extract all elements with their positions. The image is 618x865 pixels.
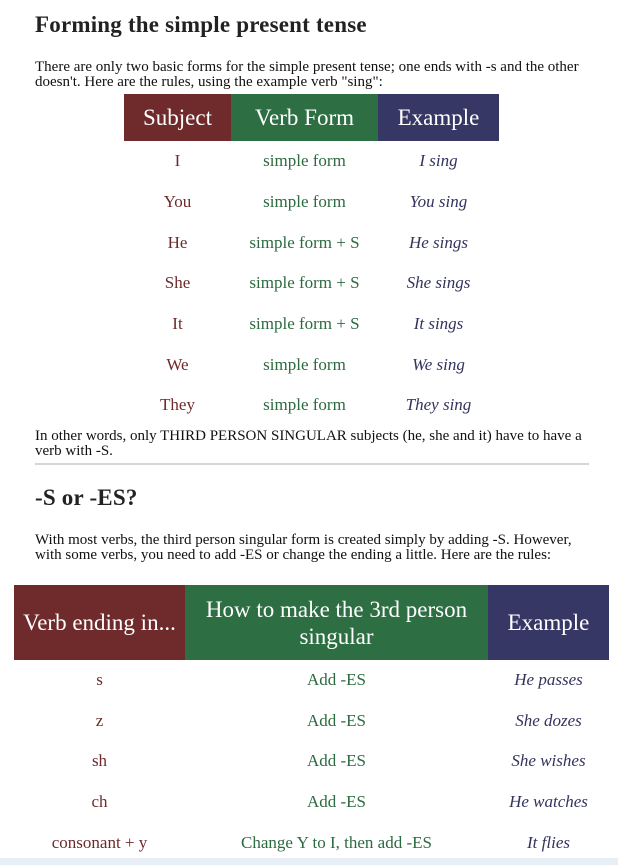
subject-cell: I <box>174 151 181 171</box>
rule-cell: Add -ES <box>306 710 367 730</box>
rule-cell: Change Y to I, then add -ES <box>241 832 432 852</box>
section2-intro: With most verbs, the third person singular form is created simply by adding -S. However, with some verbs, you need to add -ES or change the ending a little. Here are the rules: <box>35 532 572 563</box>
verb-ending-cell: s <box>96 670 103 690</box>
example-cell: He sings <box>408 232 469 252</box>
header-how-to-make: How to make the 3rd person singular <box>185 585 488 660</box>
example-cell: They sing <box>405 395 472 415</box>
section-divider <box>35 463 589 465</box>
verb-form-cell: simple form <box>263 151 346 171</box>
table-row <box>124 182 499 223</box>
verb-form-cell: simple form <box>263 395 346 415</box>
example-cell: He passes <box>514 670 583 690</box>
table-header-row <box>124 94 499 141</box>
table-row <box>124 304 499 345</box>
verb-form-cell: simple form + S <box>249 273 360 293</box>
third-person-rules-table <box>14 585 609 863</box>
verb-ending-cell: ch <box>91 792 108 812</box>
subject-cell: They <box>160 395 195 415</box>
header-example: Example <box>488 585 609 660</box>
example-cell: She dozes <box>515 710 582 730</box>
table-row <box>14 782 609 823</box>
simple-present-table <box>124 94 499 426</box>
table-row <box>14 822 609 863</box>
verb-ending-cell: sh <box>91 751 108 771</box>
table-row <box>124 222 499 263</box>
example-cell: She wishes <box>511 751 586 771</box>
subject-cell: You <box>163 192 192 212</box>
table-row <box>14 660 609 701</box>
example-cell: It sings <box>413 314 464 334</box>
header-verb-ending: Verb ending in... <box>14 585 185 660</box>
section1-summary: In other words, only THIRD PERSON SINGULAR subjects (he, she and it) have to have a verb with -S. <box>35 428 582 459</box>
header-example: Example <box>378 94 499 141</box>
rule-cell: Add -ES <box>306 670 367 690</box>
table-row <box>14 701 609 742</box>
rule-cell: Add -ES <box>306 792 367 812</box>
verb-form-cell: simple form <box>263 192 346 212</box>
table-row <box>124 263 499 304</box>
header-subject: Subject <box>124 94 231 141</box>
example-cell: You sing <box>409 192 468 212</box>
table-row <box>124 385 499 426</box>
verb-ending-cell: consonant + y <box>51 832 148 852</box>
subject-cell: He <box>167 232 188 252</box>
verb-form-cell: simple form + S <box>249 314 360 334</box>
section2-heading: -S or -ES? <box>35 485 138 510</box>
table-row <box>14 741 609 782</box>
rule-cell: Add -ES <box>306 751 367 771</box>
section1-intro: There are only two basic forms for the simple present tense; one ends with -s and the other doesn't. Here are the rules, using the example verb "sing": <box>35 59 579 90</box>
bottom-edge-strip <box>0 858 618 865</box>
subject-cell: We <box>166 354 189 374</box>
subject-cell: She <box>164 273 191 293</box>
example-cell: He watches <box>509 792 588 812</box>
example-cell: It flies <box>527 832 570 852</box>
table-header-row <box>14 585 609 660</box>
section1-heading: Forming the simple present tense <box>35 12 367 37</box>
table-row <box>124 141 499 182</box>
example-cell: We sing <box>412 354 465 374</box>
example-cell: I sing <box>419 151 458 171</box>
subject-cell: It <box>172 314 183 334</box>
example-cell: She sings <box>406 273 471 293</box>
table-row <box>124 344 499 385</box>
verb-form-cell: simple form + S <box>249 232 360 252</box>
verb-form-cell: simple form <box>263 354 346 374</box>
verb-ending-cell: z <box>95 710 104 730</box>
header-verb-form: Verb Form <box>231 94 378 141</box>
